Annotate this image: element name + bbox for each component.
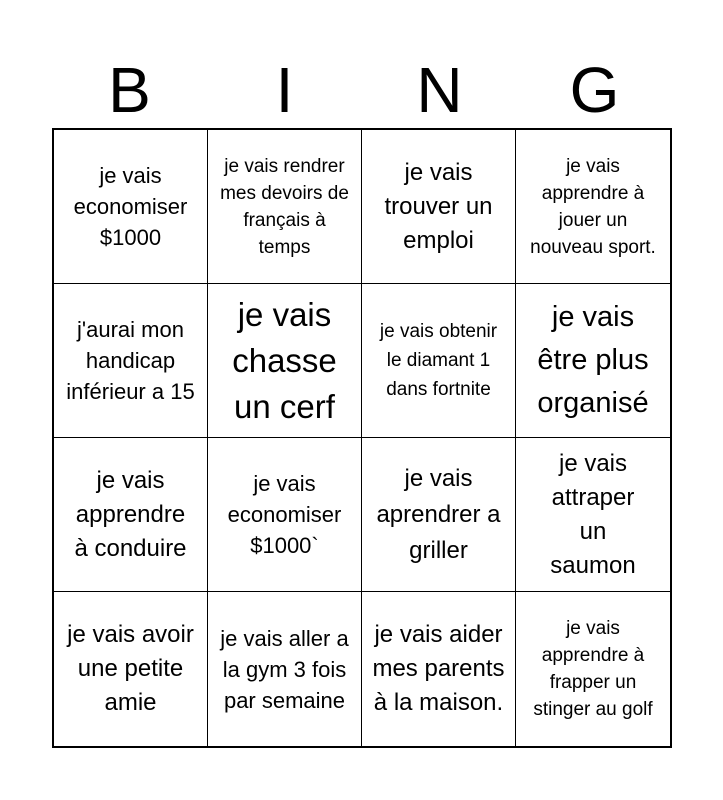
bingo-cell[interactable] [208, 284, 362, 438]
bingo-cell[interactable] [362, 284, 516, 438]
bingo-cell[interactable] [54, 284, 208, 438]
bingo-board [52, 128, 672, 748]
bingo-cell[interactable] [54, 592, 208, 746]
bingo-cell-text: je vais être plus organisé [537, 301, 649, 419]
header-letter-b: B [108, 54, 151, 126]
bingo-cell[interactable] [362, 130, 516, 284]
bingo-cell-text: je vais chasse un cerf [232, 295, 337, 425]
bingo-cell-text: je vais trouver un emploi [384, 158, 493, 254]
bingo-cell-text: j'aurai mon handicap inférieur a 15 [66, 317, 195, 404]
bingo-header [52, 52, 672, 128]
bingo-cell[interactable] [54, 130, 208, 284]
bingo-cell[interactable] [208, 592, 362, 746]
bingo-cell-text: je vais apprendre à conduire [74, 466, 187, 562]
bingo-cell-text: je vais obtenir le diamant 1 dans fortnite [379, 321, 498, 400]
bingo-cell[interactable] [362, 438, 516, 592]
bingo-cell[interactable] [208, 130, 362, 284]
bingo-cell[interactable] [516, 438, 670, 592]
bingo-cell[interactable] [54, 438, 208, 592]
bingo-cell[interactable] [208, 438, 362, 592]
bingo-cell-text: je vais attraper un saumon [550, 449, 636, 579]
header-letter-n: N [416, 54, 463, 126]
bingo-cell-text: je vais aller a la gym 3 fois par semaine [220, 625, 349, 713]
bingo-cell-text: je vais apprendre à jouer un nouveau sport. [530, 155, 656, 258]
bingo-cell-text: je vais aprendrer a griller [376, 464, 501, 564]
bingo-cell-text: je vais economiser $1000` [227, 471, 342, 558]
bingo-cell-text: je vais aider mes parents à la maison. [372, 621, 505, 716]
bingo-cell[interactable] [362, 592, 516, 746]
bingo-cell-text: je vais economiser $1000 [73, 163, 188, 250]
bingo-cell-text: je vais rendrer mes devoirs de français à temps [220, 155, 349, 258]
bingo-cell[interactable] [516, 130, 670, 284]
bingo-cell-text: je vais avoir une petite amie [67, 621, 194, 716]
header-letter-i: I [275, 54, 294, 126]
header-letter-g: G [569, 54, 620, 126]
bingo-cell[interactable] [516, 284, 670, 438]
bingo-cell[interactable] [516, 592, 670, 746]
bingo-cell-text: je vais apprendre à frapper un stinger au golf [533, 618, 653, 720]
